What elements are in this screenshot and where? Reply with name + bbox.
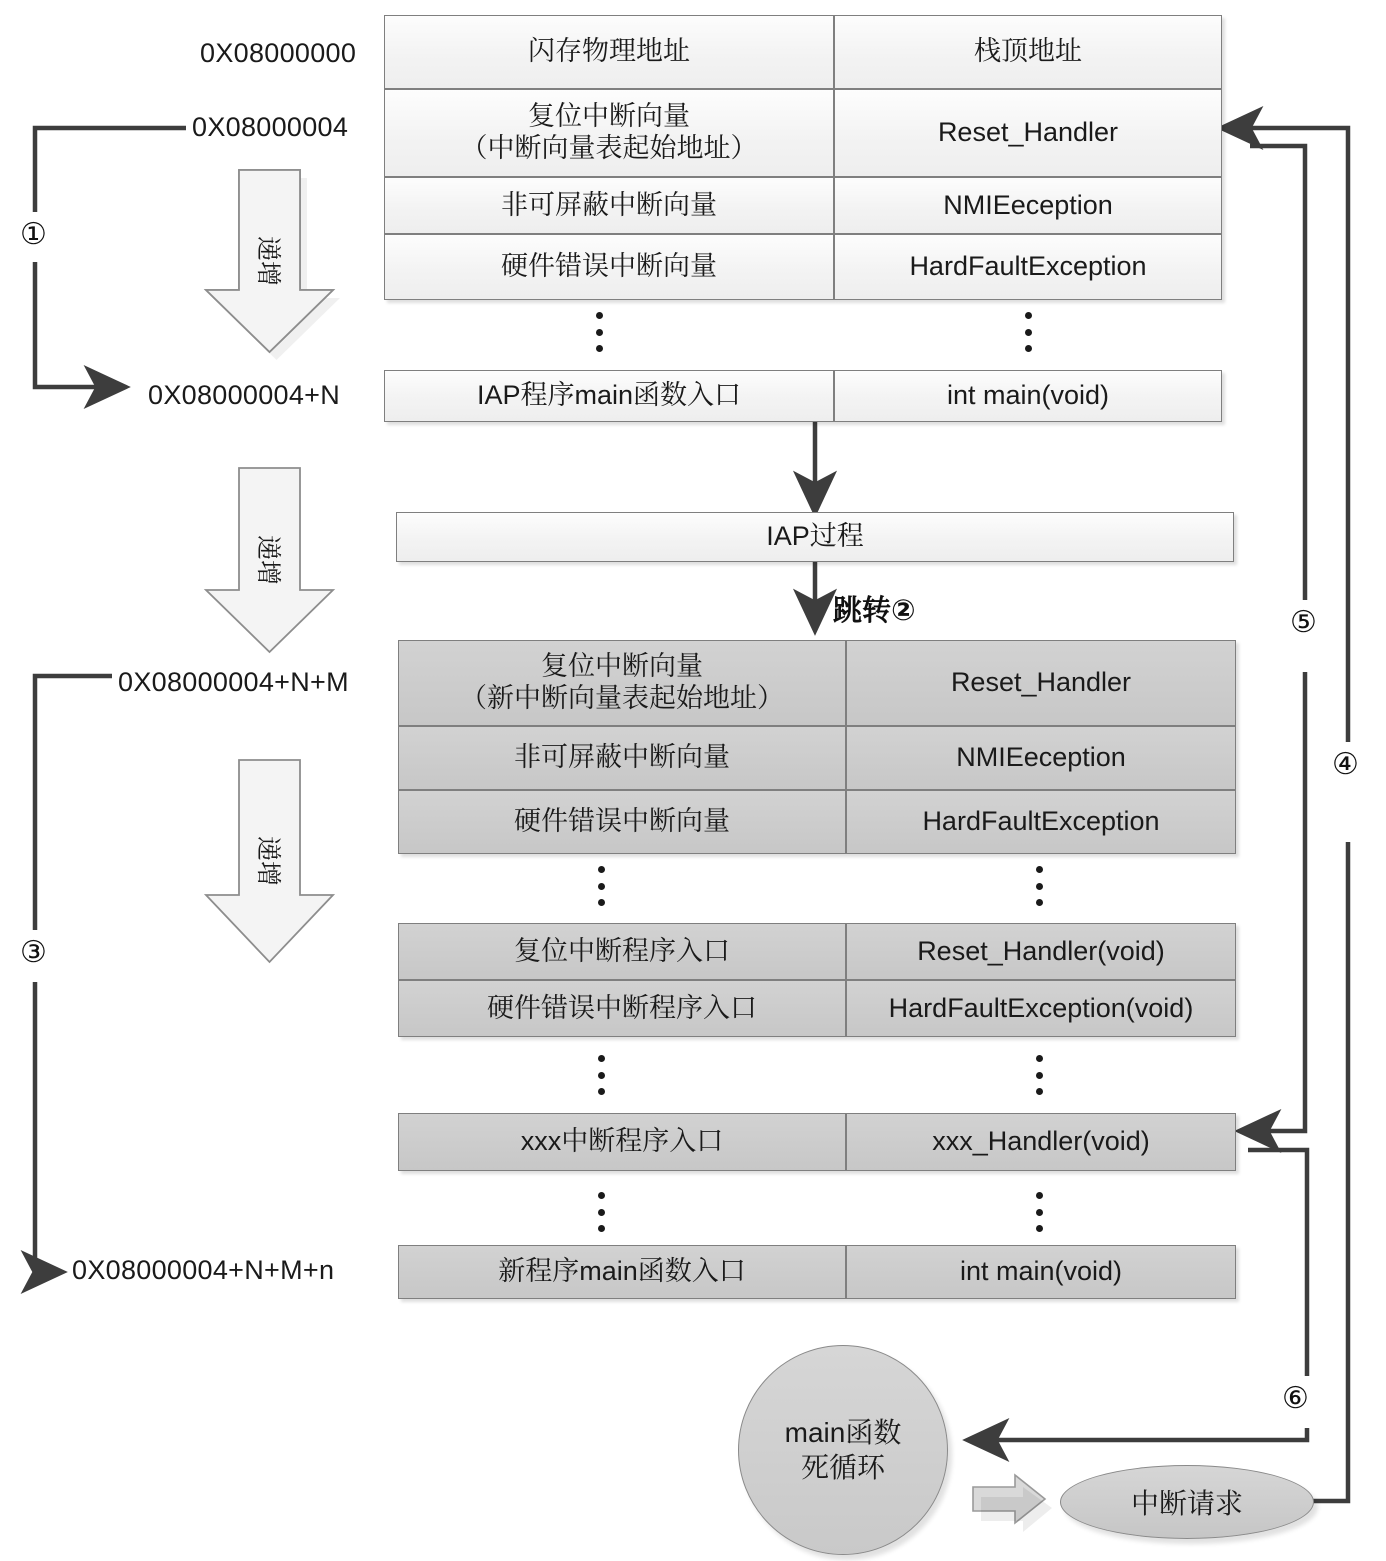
app-xxx-cell-right: xxx_Handler(void) bbox=[846, 1113, 1236, 1171]
increment-arrow-1-label: 递增 bbox=[254, 235, 282, 287]
ellipsis-iap-right bbox=[1023, 312, 1033, 352]
app-handler-cell-left-0: 复位中断程序入口 bbox=[398, 923, 846, 980]
app-vector-cell-left-0 bbox=[398, 640, 846, 726]
app-vector-cell-left-0-line1: 复位中断向量 bbox=[541, 651, 703, 682]
main-loop-line2: 死循环 bbox=[800, 1452, 885, 1483]
ellipsis-app-handler-right bbox=[1034, 1055, 1044, 1095]
ellipsis-app-handler-left bbox=[596, 1055, 606, 1095]
app-main-cell-right: int main(void) bbox=[846, 1245, 1236, 1299]
app-handler-cell-left-1: 硬件错误中断程序入口 bbox=[398, 980, 846, 1037]
app-handler-cell-right-1: HardFaultException(void) bbox=[846, 980, 1236, 1037]
ellipsis-app-xxx-left bbox=[596, 1192, 606, 1232]
increment-arrow-2 bbox=[206, 468, 334, 652]
iap-cell-right-2: NMIEeception bbox=[834, 177, 1222, 234]
iap-cell-right-1: Reset_Handler bbox=[834, 89, 1222, 177]
iap-cell-left-1-line1: 复位中断向量 bbox=[528, 101, 690, 132]
step-marker-5: ⑤ bbox=[1290, 606, 1317, 639]
iap-main-cell-left: IAP程序main函数入口 bbox=[384, 370, 834, 422]
step-marker-3: ③ bbox=[20, 936, 47, 969]
wire-step-3 bbox=[35, 676, 112, 1272]
app-vector-cell-left-2: 硬件错误中断向量 bbox=[398, 790, 846, 854]
iap-cell-right-0: 栈顶地址 bbox=[834, 15, 1222, 89]
app-handler-cell-right-0: Reset_Handler(void) bbox=[846, 923, 1236, 980]
iap-main-cell-right: int main(void) bbox=[834, 370, 1222, 422]
address-label-0x08000004-n-m-n: 0X08000004+N+M+n bbox=[72, 1255, 335, 1285]
address-label-0x08000004: 0X08000004 bbox=[192, 112, 349, 142]
ellipsis-app-xxx-right bbox=[1034, 1192, 1044, 1232]
interrupt-request-ellipse: 中断请求 bbox=[1060, 1465, 1314, 1539]
app-main-cell-left: 新程序main函数入口 bbox=[398, 1245, 846, 1299]
main-loop-line1: main函数 bbox=[784, 1417, 902, 1448]
jump-label: 跳转② bbox=[833, 595, 916, 627]
main-loop-circle bbox=[738, 1345, 948, 1555]
app-xxx-cell-left: xxx中断程序入口 bbox=[398, 1113, 846, 1171]
app-vector-cell-right-0: Reset_Handler bbox=[846, 640, 1236, 726]
wire-step-1 bbox=[35, 128, 186, 387]
iap-cell-left-3: 硬件错误中断向量 bbox=[384, 234, 834, 300]
address-label-0x08000004-n: 0X08000004+N bbox=[148, 380, 341, 410]
increment-arrow-1 bbox=[206, 170, 334, 352]
increment-arrow-2-label: 递增 bbox=[254, 534, 282, 586]
iap-process-box: IAP过程 bbox=[396, 512, 1234, 562]
app-vector-cell-right-2: HardFaultException bbox=[846, 790, 1236, 854]
increment-arrow-3 bbox=[206, 760, 334, 962]
block-arrow-to-interrupt bbox=[973, 1475, 1052, 1532]
address-label-0x08000004-n-m: 0X08000004+N+M bbox=[118, 667, 349, 697]
app-vector-cell-left-1: 非可屏蔽中断向量 bbox=[398, 726, 846, 790]
iap-cell-left-0: 闪存物理地址 bbox=[384, 15, 834, 89]
step-marker-1: ① bbox=[20, 218, 47, 251]
increment-arrow-3-label: 递增 bbox=[254, 835, 282, 887]
iap-cell-left-1 bbox=[384, 89, 834, 177]
step-marker-6: ⑥ bbox=[1282, 1382, 1309, 1415]
address-label-0x08000000: 0X08000000 bbox=[200, 38, 357, 68]
app-vector-cell-right-1: NMIEeception bbox=[846, 726, 1236, 790]
iap-cell-right-3: HardFaultException bbox=[834, 234, 1222, 300]
app-vector-cell-left-0-line2: （新中断向量表起始地址） bbox=[460, 683, 784, 713]
wire-step-4 bbox=[1222, 128, 1348, 1501]
ellipsis-iap-left bbox=[594, 312, 604, 352]
ellipsis-app-vector-left bbox=[596, 866, 606, 906]
iap-cell-left-2: 非可屏蔽中断向量 bbox=[384, 177, 834, 234]
iap-cell-left-1-line2: （中断向量表起始地址） bbox=[460, 133, 758, 163]
ellipsis-app-vector-right bbox=[1034, 866, 1044, 906]
step-marker-4: ④ bbox=[1332, 748, 1359, 781]
